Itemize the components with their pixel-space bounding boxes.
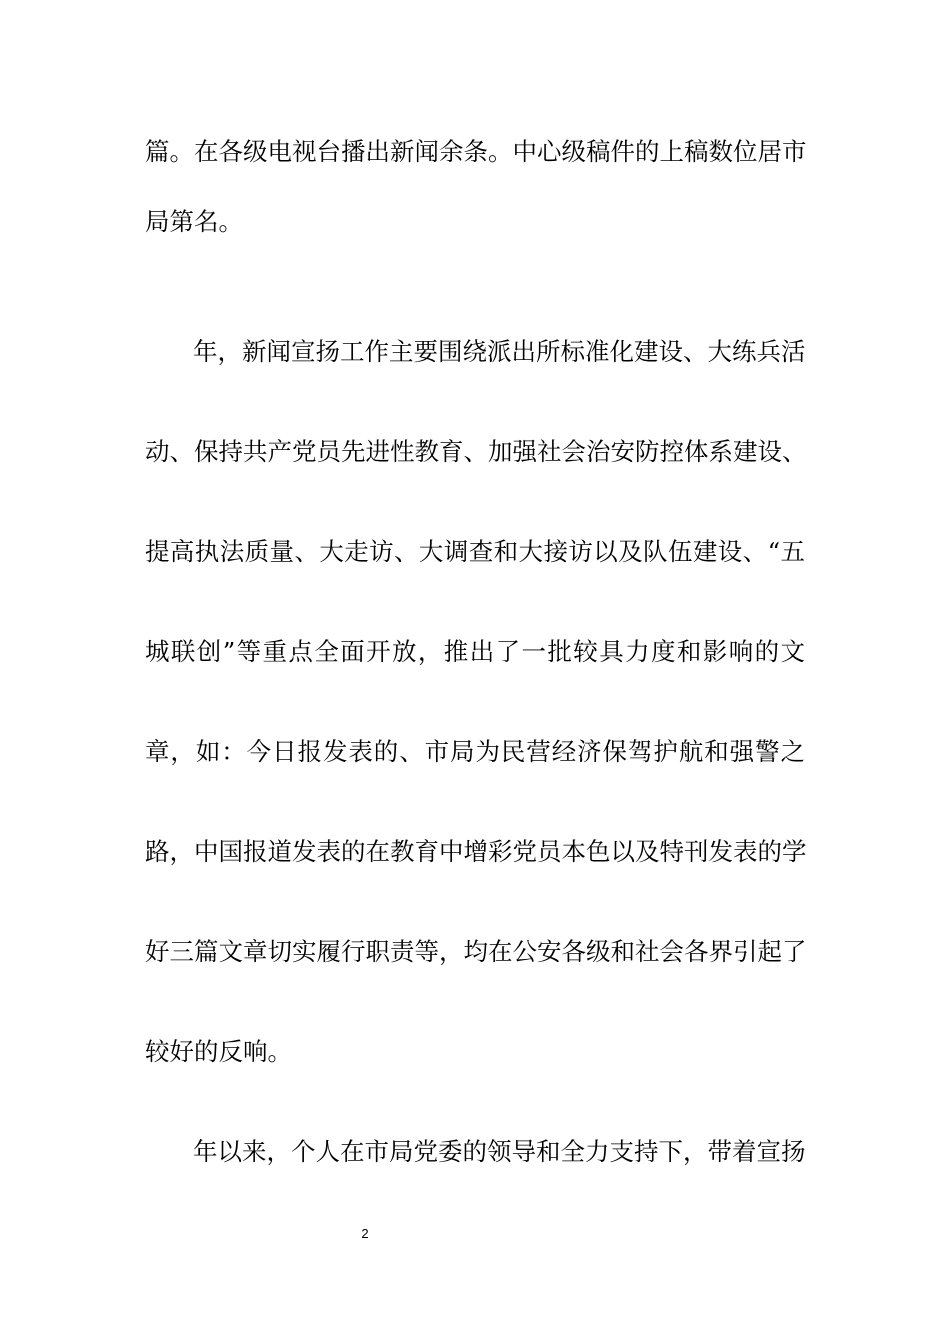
text-line: 提高执法质量、大走访、大调查和大接访以及队伍建设、“五 [145, 537, 805, 566]
text-line: 章，如：今日报发表的、市局为民营经济保驾护航和强警之 [145, 737, 805, 766]
text-line: 路，中国报道发表的在教育中增彩党员本色以及特刊发表的学 [145, 837, 807, 866]
page-number: 2 [361, 1226, 369, 1241]
text-line: 好三篇文章切实履行职责等，均在公安各级和社会各界引起了 [145, 937, 807, 966]
text-line: 城联创”等重点全面开放，推出了一批较具力度和影响的文 [145, 637, 805, 666]
text-line: 篇。在各级电视台播出新闻余条。中心级稿件的上稿数位居市 [145, 137, 807, 166]
text-line: 年以来，个人在市局党委的领导和全力支持下，带着宣扬 [193, 1137, 806, 1166]
text-line: 较好的反响。 [145, 1037, 292, 1066]
text-line: 局第名。 [145, 207, 243, 236]
text-line: 年，新闻宣扬工作主要围绕派出所标准化建设、大练兵活 [193, 337, 806, 366]
text-line: 动、保持共产党员先进性教育、加强社会治安防控体系建设、 [145, 437, 807, 466]
